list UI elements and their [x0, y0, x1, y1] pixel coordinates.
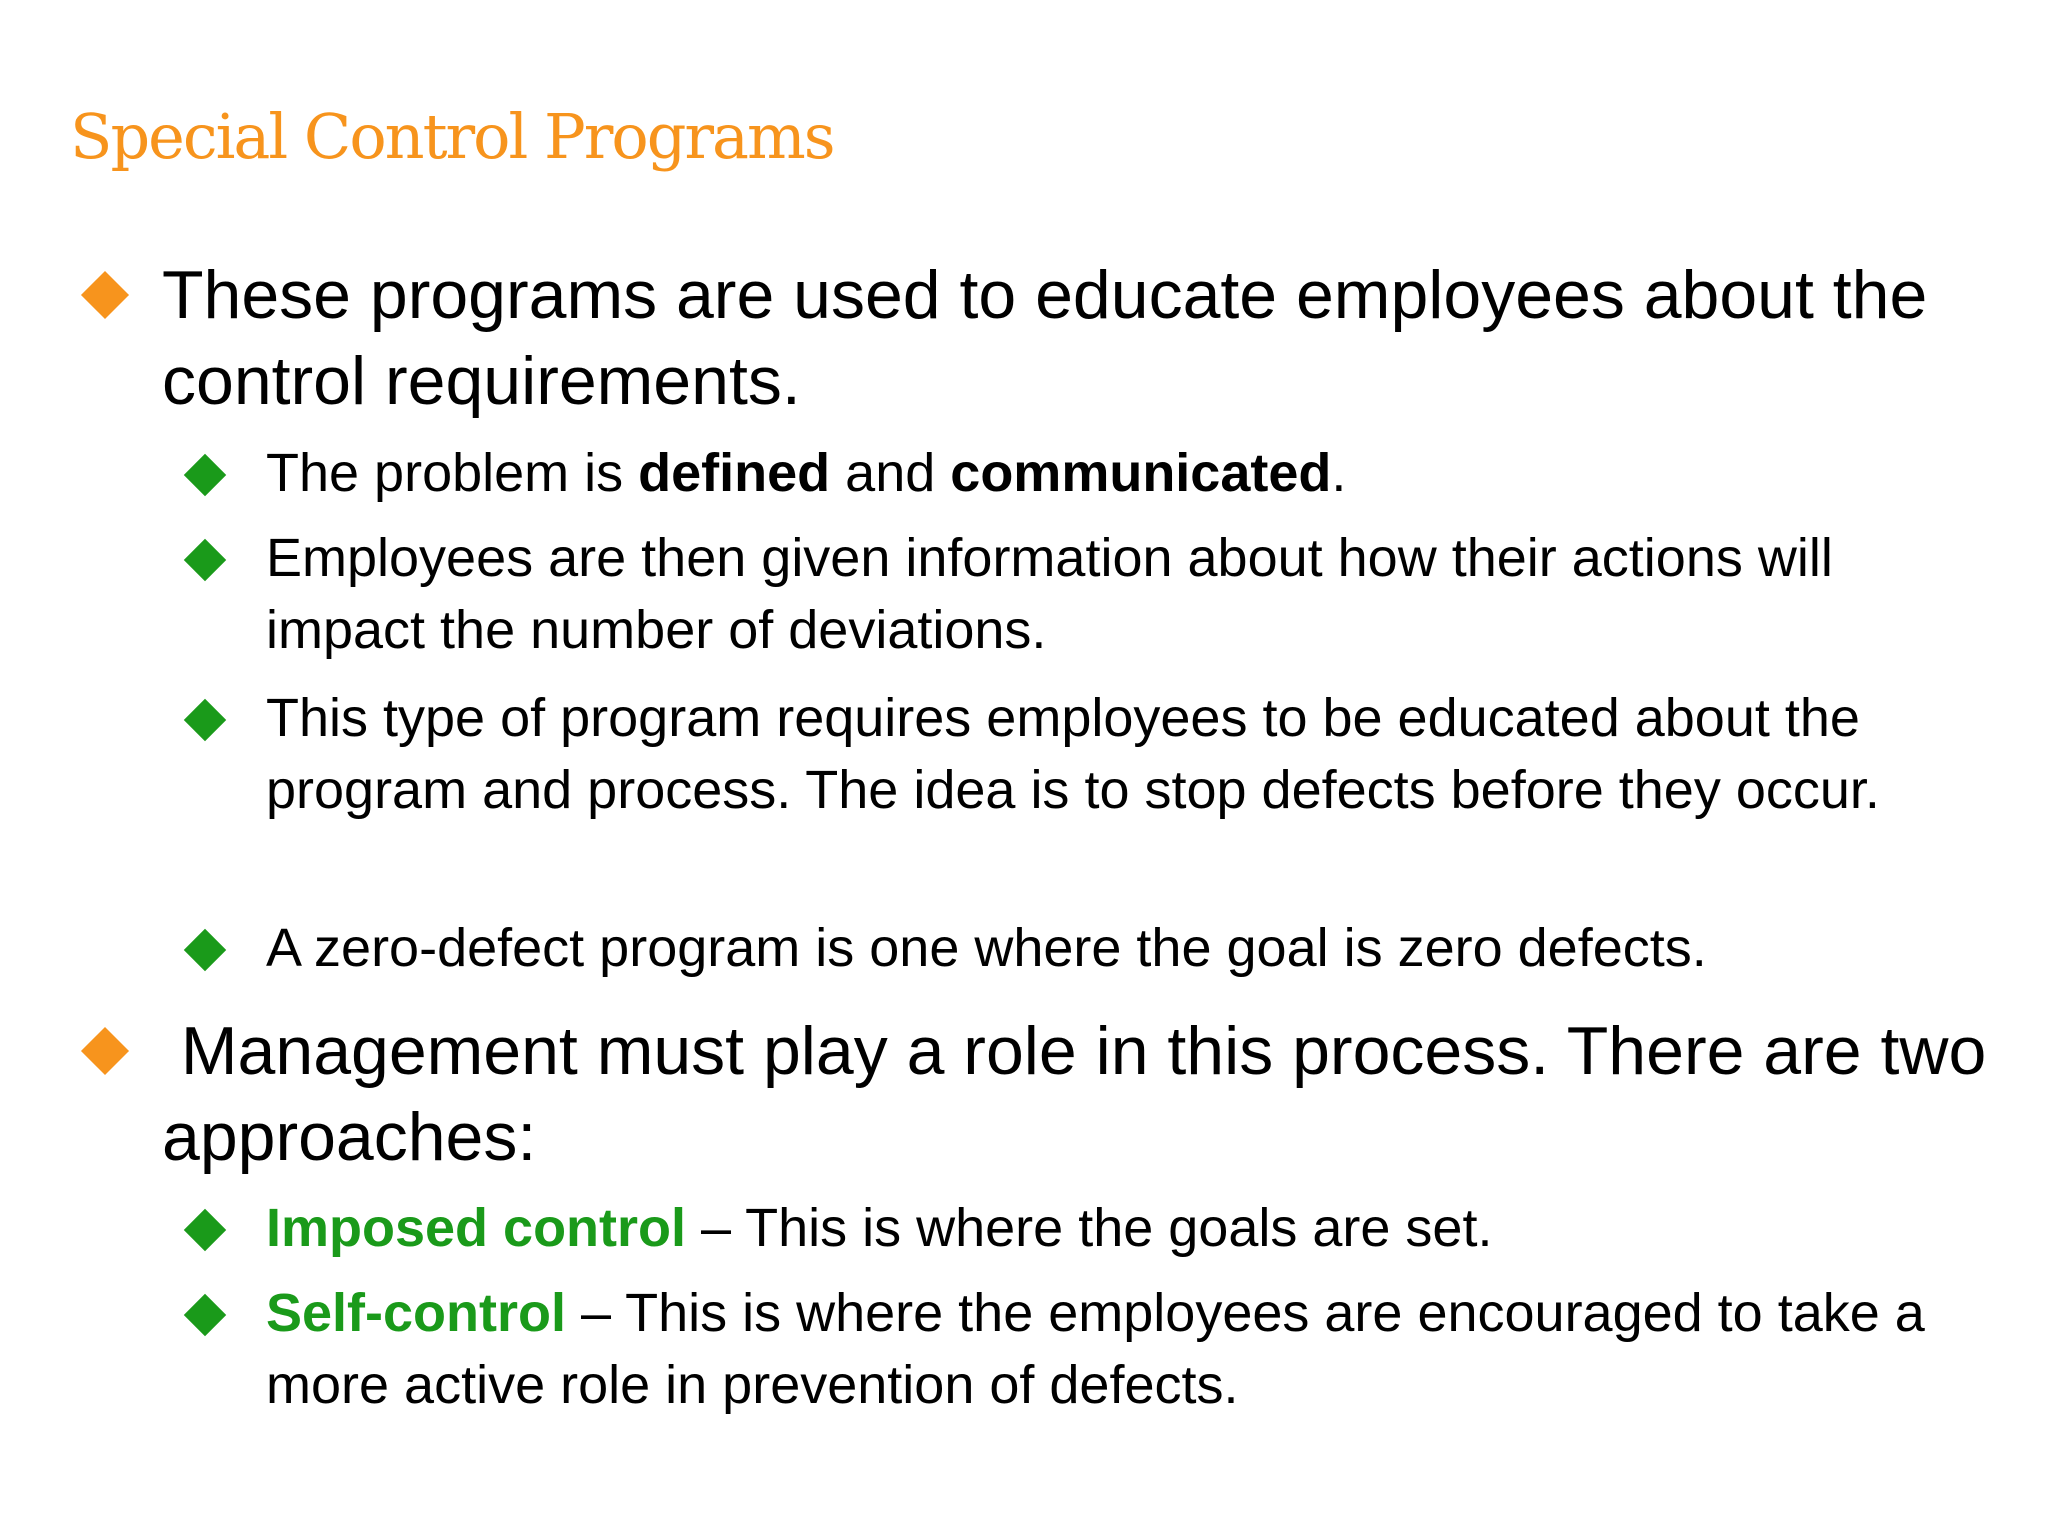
bullet-2-text: Management must play a role in this process. There are two approaches: — [162, 1013, 2006, 1175]
sub-bullet-2-1-text: – This is where the goals are set. — [686, 1198, 1493, 1258]
green-diamond-bullet-icon — [184, 454, 226, 496]
green-diamond-bullet-icon — [184, 699, 226, 741]
emphasis-defined: defined — [638, 443, 831, 503]
orange-diamond-bullet-icon — [81, 1027, 129, 1075]
term-self-control: Self-control — [266, 1283, 567, 1343]
slide-title: Special Control Programs — [70, 100, 834, 173]
sub-bullet-1-1-text-a: The problem is — [266, 443, 639, 503]
sub-bullet-1-4: A zero-defect program is one where the goal is zero defects. — [266, 918, 1707, 978]
sub-bullet-1-3: This type of program requires employees to be educated about the program and process. The idea is to stop defects before they occur. — [266, 688, 1880, 820]
sub-bullet-2-2-text: – This is where the employees are encouraged to take a more active role in prevention of defects. — [266, 1283, 1925, 1415]
orange-diamond-bullet-icon — [81, 271, 129, 319]
sub-bullet-2-1 — [266, 1192, 2006, 1264]
emphasis-communicated: communicated — [950, 443, 1332, 503]
sub-bullet-1-1-text-b: and — [830, 443, 951, 503]
sub-bullet-1-1 — [266, 437, 2006, 509]
term-imposed-control: Imposed control — [266, 1198, 687, 1258]
green-diamond-bullet-icon — [184, 1209, 226, 1251]
green-diamond-bullet-icon — [184, 929, 226, 971]
bullet-1-text: These programs are used to educate employees about the control requirements. — [162, 257, 1928, 419]
green-diamond-bullet-icon — [184, 1294, 226, 1336]
sub-bullet-1-2: Employees are then given information about how their actions will impact the number of deviations. — [266, 528, 1833, 660]
sub-bullet-2-2 — [266, 1277, 2006, 1421]
green-diamond-bullet-icon — [184, 539, 226, 581]
sub-bullet-1-1-text-c: . — [1331, 443, 1347, 503]
